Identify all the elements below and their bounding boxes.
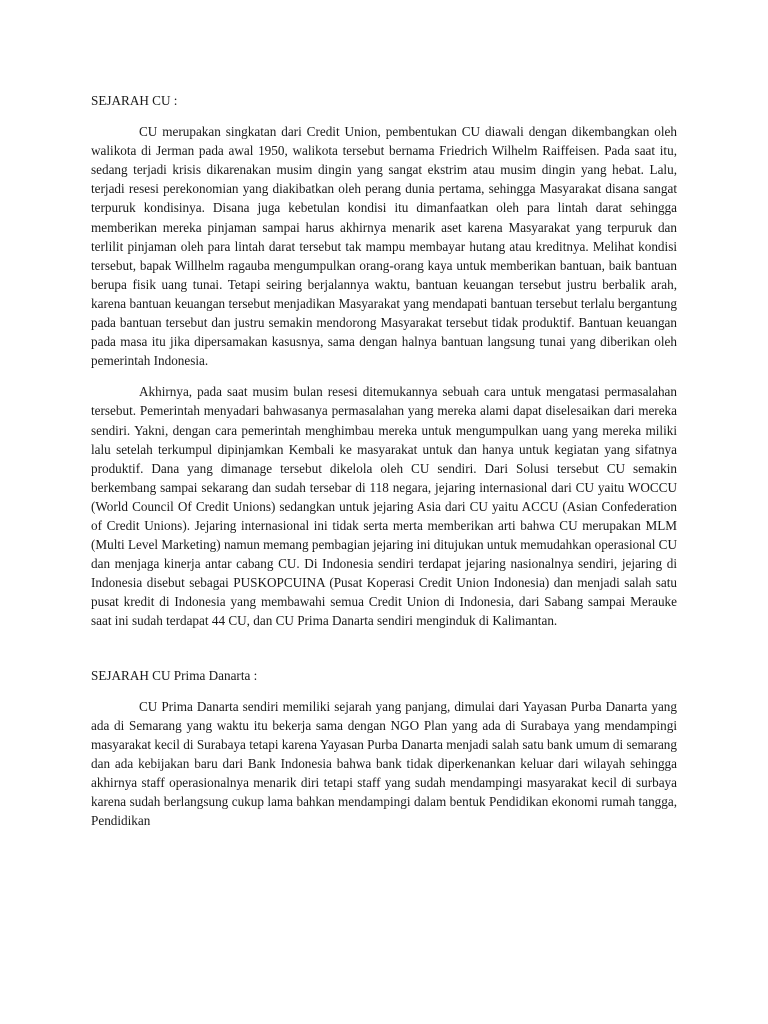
document-page [91,91,677,830]
paragraph-cu-solution: Akhirnya, pada saat musim bulan resesi ditemukannya sebuah cara untuk mengatasi permasalahan tersebut. Pemerintah menyadari bahwasanya permasalahan yang mereka alami dapat diselesaikan dari mereka sendiri. Yakni, dengan cara pemerintah menghimbau mereka untuk mengumpulkan uang yang mereka miliki lalu setelah terkumpul dipinjamkan Kembali ke masyarakat untuk dan hanya untuk kegiatan yang sifatnya produktif. Dana yang dimanage tersebut dikelola oleh CU sendiri. Dari Solusi tersebut CU semakin berkembang sampai sekarang dan sudah tersebar di 118 negara, jejaring internasional dari CU yaitu WOCCU (World Council Of Credit Unions) sedangkan untuk jejaring Asia dari CU yaitu ACCU (Asian Confederation of Credit Unions). Jejaring internasional ini tidak serta merta memberikan arti bahwa CU merupakan MLM (Multi Level Marketing) namun memang pembagian jejaring ini ditujukan untuk memudahkan operasional CU dan menjaga kinerja antar cabang CU. Di Indonesia sendiri terdapat jejaring nasionalnya sendiri, jejaring di Indonesia disebut sebagai PUSKOPCUINA (Pusat Koperasi Credit Union Indonesia) dan menjadi salah satu pusat kredit di Indonesia yang membawahi semua Credit Union di Indonesia, dari Sabang sampai Merauke saat ini sudah terdapat 44 CU, dan CU Prima Danarta sendiri menginduk di Kalimantan. [91,384,677,629]
section-heading-sejarah-cu: SEJARAH CU : [91,93,178,108]
paragraph-cu-origin: CU merupakan singkatan dari Credit Union, pembentukan CU diawali dengan dikembangkan oleh walikota di Jerman pada awal 1950, walikota tersebut bernama Friedrich Wilhelm Raiffeisen. Pada saat itu, sedang terjadi krisis dikarenakan musim dingin yang sangat ekstrim atau musim dingin yang hebat. Lalu, terjadi resesi perekonomian yang diakibatkan oleh perang dunia pertama, sehingga Masyarakat disana sangat terpuruk kondisinya. Disana juga kebetulan kondisi itu dimanfaatkan oleh para lintah darat sehingga memberikan mereka pinjaman sampai harus akhirnya menarik aset karena Masyarakat yang terpuruk dan terlilit pinjaman oleh para lintah darat tersebut tak mampu membayar hutang atau kreditnya. Melihat kondisi tersebut, bapak Willhelm ragauba mengumpulkan orang-orang kaya untuk memberikan bantuan, baik bantuan berupa fisik uang tunai. Tetapi seiring berjalannya waktu, bantuan keuangan tersebut justru berbalik arah, karena bantuan keuangan tersebut menjadikan Masyarakat yang mendapati bantuan tersebut terlalu bergantung pada bantuan tersebut dan justru semakin mendorong Masyarakat tersebut tidak produktif. Bantuan keuangan pada masa itu jika dipersamakan kasusnya, sama dengan halnya bantuan langsung tunai yang diberikan oleh pemerintah Indonesia. [91,124,677,369]
section-heading-sejarah-cu-prima-danarta: SEJARAH CU Prima Danarta : [91,667,258,683]
paragraph-cu-prima-danarta-history: CU Prima Danarta sendiri memiliki sejarah yang panjang, dimulai dari Yayasan Purba Danarta yang ada di Semarang yang waktu itu bekerja sama dengan NGO Plan yang ada di Surabaya yang mendampingi masyarakat kecil di Surabaya tetapi karena Yayasan Purba Danarta menjadi salah satu bank umum di semarang dan ada kebijakan baru dari Bank Indonesia bahwa bank tidak diperkenankan keluar dari wilayah sehingga akhirnya staff operasionalnya menarik diri tetapi staff yang sudah mendampingi masyarakat kecil di surbaya karena sudah berlangsung cukup lama bahkan mendampingi dalam bentuk Pendidikan ekonomi rumah tangga, Pendidikan [91,698,677,829]
